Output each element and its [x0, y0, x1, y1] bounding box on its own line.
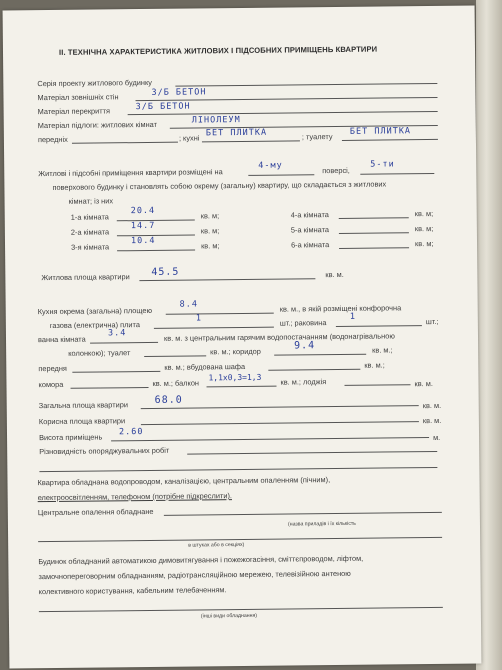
room-6-line [339, 247, 409, 249]
heating-line [164, 512, 442, 516]
stove-line [154, 327, 274, 329]
room-1-unit: кв. м; [200, 211, 220, 221]
series-line [175, 83, 437, 87]
section-title: II. ТЕХНІЧНА ХАРАКТЕРИСТИКА ЖИТЛОВИХ І ПІДСОБНИХ ПРИМІЩЕНЬ КВАРТИРИ [58, 44, 378, 57]
room-3-value: 10.4 [130, 235, 156, 247]
height-line [111, 437, 429, 441]
room-6-unit: кв. м; [414, 238, 434, 249]
room-2-label: 2-а кімната [70, 227, 110, 237]
room-1-label: 1-а кімната [70, 212, 109, 222]
heating-label: Центральне опалення обладнане [37, 506, 154, 518]
floors-total-value: 5-ти [370, 159, 395, 170]
heating-note: (назва приладів і їх кількість [287, 520, 357, 528]
kitchen-text-13: кв. м.; лоджія [280, 377, 327, 387]
kitchen-text-3: газова (електрична) плита [49, 320, 141, 331]
building-text-1: Будинок обладнаний автоматикою димовитягування і пожежогасіння, сміттєпроводом, ліфтом, [38, 553, 364, 567]
storage-line [71, 387, 149, 389]
living-area-label: Житлова площа квартири [41, 272, 130, 283]
location-text-4: кімнат; із них [68, 196, 114, 206]
total-area-label: Загальна площа квартири [38, 400, 129, 411]
room-2-line [117, 234, 195, 236]
toilet-floor-label: ; туалету [301, 132, 333, 142]
corridor-value: 9.4 [294, 340, 316, 352]
room-3-label: 3-я кімната [71, 242, 110, 252]
kitchen-text-12: кв. м.; балкон [152, 378, 200, 388]
toilet-floor-value: БЕТ ПЛИТКА [349, 126, 412, 137]
kitchen-text-2: кв. м., в якій розміщені конфорочна [279, 303, 402, 314]
flooring-label: Матеріал підлоги: житлових кімнат [37, 119, 158, 131]
toilet-line [144, 355, 206, 357]
kitchen-text-14: кв. м. [414, 379, 433, 389]
bathroom-value: 3.4 [107, 328, 127, 339]
total-area-line [141, 405, 419, 409]
loggia-line [345, 384, 411, 386]
room-2-unit: кв. м; [200, 226, 220, 236]
total-area-unit: кв. м. [422, 400, 442, 411]
total-area-value: 68.0 [154, 394, 183, 406]
floors-label: Матеріал перекриття [37, 106, 111, 117]
walls-value: З/Б БЕТОН [151, 87, 207, 98]
kitchen-text-7: колонкою); туалет [68, 348, 131, 358]
toilet-floor-line [342, 139, 438, 141]
living-area-unit: кв. м. [325, 269, 344, 280]
kitchen-text-4: шт.; раковина [279, 318, 327, 328]
floor-value: 4-му [258, 160, 283, 171]
room-1-value: 20.4 [130, 205, 156, 217]
floor-line [248, 174, 314, 176]
balcony-line [207, 386, 277, 388]
room-4-line [339, 217, 409, 219]
other-equipment-note: (інші види обладнання) [200, 612, 258, 620]
kitchen-text-5: шт.; [425, 316, 439, 327]
living-area-value: 45.5 [151, 266, 180, 278]
room-6-label: 6-а кімната [290, 240, 330, 250]
kitchen-text-8: кв. м.; коридор [210, 346, 261, 357]
bathroom-label: ванна кімната [37, 334, 86, 345]
kitchen-text-1: Кухня окрема (загальна) площею [37, 305, 153, 317]
sink-value: 1 [349, 311, 356, 322]
bathroom-line [90, 342, 158, 344]
walls-label: Матеріал зовнішніх стін [37, 92, 119, 103]
hall-label: передня [38, 363, 67, 374]
series-label: Серія проекту житлового будинку [37, 77, 153, 89]
location-text-3: поверхового будинку і становлять собою окрему (загальну) квартиру, що складається з житлових [52, 179, 387, 192]
sections-note: в штуках або в секціях) [188, 541, 245, 549]
kitchen-floor-line [202, 140, 300, 142]
document-page [3, 6, 482, 669]
other-equipment-line [39, 607, 443, 612]
variety-line-2 [39, 467, 437, 472]
kitchen-text-9: кв. м.; [372, 345, 393, 355]
sink-line [336, 325, 422, 327]
location-text-2: поверсі, [322, 165, 350, 176]
room-2-value: 14.7 [130, 220, 156, 232]
variety-line [187, 451, 437, 455]
storage-label: комора [38, 379, 64, 390]
kitchen-text-6: кв. м. з центральним гарячим водопостачанням (водонагрівальною [163, 331, 395, 343]
flooring-value: ЛІНОЛЕУМ [191, 115, 241, 126]
room-5-line [339, 232, 409, 234]
hallway-line [72, 142, 178, 144]
height-unit: м. [433, 432, 441, 443]
useful-area-unit: кв. м. [422, 415, 442, 426]
building-text-2: замочнопереговорним обладнанням, радіотрансляційною мережею, телевізійною антеною [38, 568, 351, 582]
height-value: 2.60 [118, 427, 144, 438]
wardrobe-line [268, 369, 360, 371]
room-5-label: 5-а кімната [290, 225, 330, 235]
useful-area-label: Корисна площа квартири [38, 416, 126, 427]
balcony-value: 1,1х0,3=1,3 [208, 372, 262, 383]
height-label: Висота приміщень [38, 432, 103, 443]
living-area-line [139, 278, 315, 281]
kitchen-text-11: кв. м.; [364, 360, 385, 370]
variety-label: Різновидність опоряджувальних робіт [39, 445, 170, 457]
room-5-unit: кв. м; [414, 223, 434, 234]
kitchen-floor-value: БЕТ ПЛИТКА [205, 127, 268, 139]
hallway-label: передніх [37, 134, 68, 145]
kitchen-area-value: 8.4 [179, 299, 199, 310]
stove-value: 1 [195, 313, 202, 324]
floors-total-line [360, 173, 434, 175]
kitchen-text-10: кв. м.; вбудована шафа [164, 361, 246, 372]
room-4-unit: кв. м; [414, 208, 434, 219]
building-text-3: колективного користування, кабельним телебаченням. [38, 585, 227, 597]
location-text-1: Житлові і підсобні приміщення квартири розміщені на [38, 167, 223, 179]
room-4-label: 4-а кімната [290, 210, 329, 220]
room-3-line [117, 249, 195, 251]
kitchen-area-line [166, 313, 274, 315]
corridor-line [274, 354, 366, 356]
equipment-text-2: електроосвітленням, телефоном (потрібне підкреслити). [37, 491, 233, 503]
kitchen-floor-label: ; кухні [178, 133, 200, 143]
useful-area-line [141, 421, 419, 425]
hall-line [72, 371, 160, 373]
room-1-line [117, 219, 195, 221]
room-3-unit: кв. м; [200, 241, 220, 251]
floors-value: З/Б БЕТОН [135, 101, 191, 113]
equipment-text-1: Квартира обладнана водопроводом, каналізацією, центральним опаленням (пічним), [37, 475, 331, 488]
